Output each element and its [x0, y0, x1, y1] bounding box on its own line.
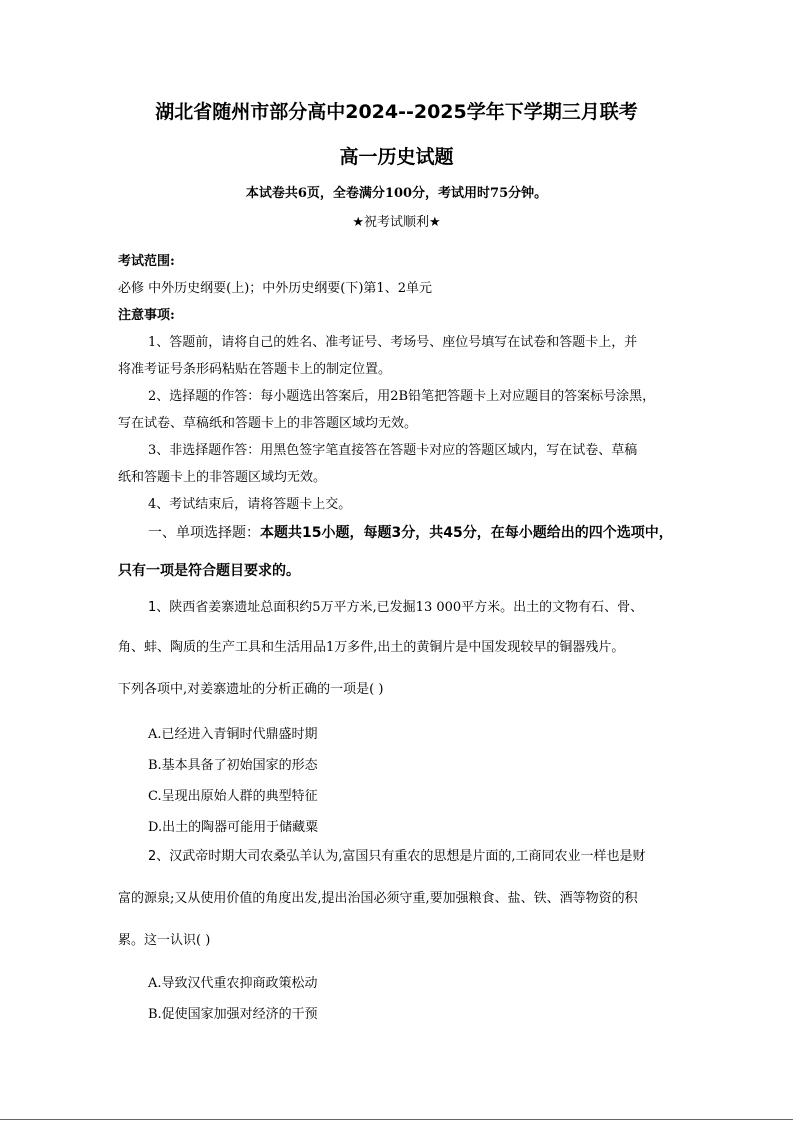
question-1-stem-1: 、陕西省姜寨遗址总面积约5万平方米,已发掘13 000平方米。出土的文物有石、骨、 [156, 600, 644, 615]
notes-heading: 注意事项: [118, 308, 175, 323]
page-bottom-divider [0, 1119, 793, 1120]
note-1-line-2: 将准考证号条形码粘贴在答题卡上的制定位置。 [118, 362, 392, 377]
note-1-line-1: 1、答题前，请将自己的姓名、准考证号、考场号、座位号填写在试卷和答题卡上，并 [148, 335, 638, 350]
question-2-stem-1: 、汉武帝时期大司农桑弘羊认为,富国只有重农的思想是片面的,工商同农业一样也是财 [156, 849, 646, 864]
good-luck-text: ★祝考试顺利★ [352, 215, 441, 230]
question-2-line-1 [148, 845, 646, 864]
exam-info: 本试卷共6页，全卷满分100分，考试用时75分钟。 [245, 186, 548, 201]
note-2-line-1: 2、选择题的作答：每小题选出答案后，用2B铅笔把答题卡上对应题目的答案标号涂黑， [148, 389, 656, 404]
note-3-line-1: 3、非选择题作答：用黑色签字笔直接答在答题卡对应的答题区域内，写在试卷、草稿 [148, 443, 638, 458]
question-1-option-b: B.基本具备了初始国家的形态 [148, 758, 318, 773]
question-1-number: 1 [148, 600, 157, 615]
question-1-option-c: C.呈现出原始人群的典型特征 [148, 789, 318, 804]
note-3-line-2: 纸和答题卡上的非答题区域均无效。 [118, 470, 327, 485]
section-1-line-1 [148, 522, 673, 542]
question-2-number: 2 [148, 849, 157, 864]
question-2-option-b: B.促使国家加强对经济的干预 [148, 1007, 318, 1022]
question-2-line-2: 富的源泉;又从使用价值的角度出发,提出治国必须守重,要加强粮食、盐、铁、酒等物资的积 [118, 891, 638, 906]
question-2-option-a: A.导致汉代重农抑商政策松动 [148, 976, 318, 991]
exam-subtitle: 高一历史试题 [339, 146, 454, 168]
question-2-line-3: 累。这一认识( ) [118, 933, 211, 948]
question-1-option-a: A.已经进入青铜时代鼎盛时期 [148, 727, 318, 742]
question-1-line-2: 角、蚌、陶质的生产工具和生活用品1万多件,出土的黄铜片是中国发现较早的铜器残片。 [118, 640, 625, 655]
section-1-instructions: 本题共15小题，每题3分，共45分，在每小题给出的四个选项中， [260, 525, 673, 541]
scope-heading: 考试范围: [118, 254, 175, 269]
note-2-line-2: 写在试卷、草稿纸和答题卡上的非答题区域均无效。 [118, 416, 418, 431]
question-1-line-1 [148, 596, 643, 615]
question-1-option-d: D.出土的陶器可能用于储藏粟 [148, 820, 319, 835]
scope-content: 必修 中外历史纲要(上)；中外历史纲要(下)第1、2单元 [118, 281, 432, 296]
exam-title: 湖北省随州市部分高中2024--2025学年下学期三月联考 [155, 101, 638, 123]
section-1-line-2: 只有一项是符合题目要求的。 [118, 563, 300, 579]
question-1-line-3: 下列各项中,对姜寨遗址的分析正确的一项是( ) [118, 682, 384, 697]
note-4: 4、考试结束后，请将答题卡上交。 [148, 497, 352, 512]
section-1-prefix: 一、单项选择题： [148, 525, 260, 541]
